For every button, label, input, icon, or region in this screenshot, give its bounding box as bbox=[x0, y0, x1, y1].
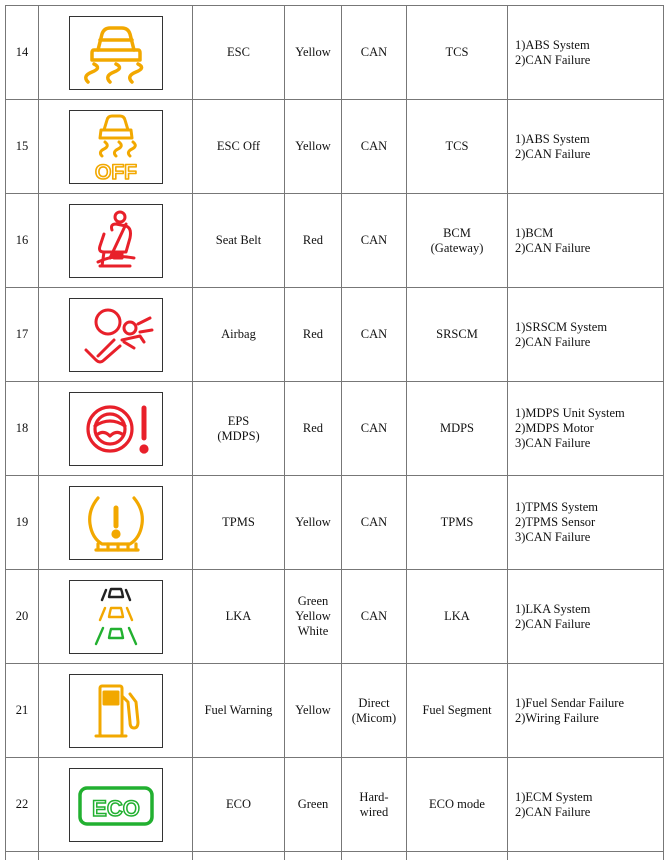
input-type bbox=[342, 664, 407, 758]
lamp-color bbox=[285, 288, 342, 382]
lamp-name bbox=[193, 382, 285, 476]
input-type bbox=[342, 100, 407, 194]
failure-cause-line: 1)BCM bbox=[515, 226, 661, 241]
airbag-icon bbox=[69, 298, 163, 372]
steering-warning-icon bbox=[69, 392, 163, 466]
icon-cell bbox=[39, 382, 193, 476]
input-type bbox=[342, 382, 407, 476]
failure-cause-line: 2)CAN Failure bbox=[515, 53, 661, 68]
lamp-color bbox=[285, 570, 342, 664]
table-row bbox=[6, 758, 664, 852]
control-module bbox=[407, 758, 508, 852]
lamp-color-line: Yellow bbox=[287, 515, 339, 530]
failure-causes bbox=[508, 100, 664, 194]
control-module-line: SRSCM bbox=[409, 327, 505, 342]
lamp-name-line: LKA bbox=[195, 609, 282, 624]
failure-cause-line: 2)CAN Failure bbox=[515, 241, 661, 256]
failure-cause-line: 2)CAN Failure bbox=[515, 617, 661, 632]
input-type bbox=[342, 288, 407, 382]
control-module bbox=[407, 194, 508, 288]
row-number: 17 bbox=[6, 288, 39, 382]
row-number: 15 bbox=[6, 100, 39, 194]
lamp-color-line: Red bbox=[287, 421, 339, 436]
lane-keeping-icon bbox=[69, 580, 163, 654]
esc-skid-icon bbox=[69, 16, 163, 90]
lamp-color-line: Yellow bbox=[287, 139, 339, 154]
failure-cause-line: 1)ABS System bbox=[515, 132, 661, 147]
row-number: 21 bbox=[6, 664, 39, 758]
lamp-color bbox=[285, 758, 342, 852]
lamp-color-line: Green bbox=[287, 797, 339, 812]
failure-causes bbox=[508, 476, 664, 570]
lamp-name-line: Fuel Warning bbox=[195, 703, 282, 718]
warning-lamp-table bbox=[5, 5, 664, 860]
control-module-line: TCS bbox=[409, 139, 505, 154]
row-number: 19 bbox=[6, 476, 39, 570]
control-module bbox=[407, 6, 508, 100]
lamp-name bbox=[193, 476, 285, 570]
input-type-line: CAN bbox=[344, 421, 404, 436]
failure-cause-line: 2)Wiring Failure bbox=[515, 711, 661, 726]
failure-causes bbox=[508, 758, 664, 852]
row-number: 18 bbox=[6, 382, 39, 476]
lamp-name-line: (MDPS) bbox=[195, 429, 282, 444]
table-row bbox=[6, 6, 664, 100]
input-type-line: CAN bbox=[344, 327, 404, 342]
failure-cause-line: 1)ABS System bbox=[515, 38, 661, 53]
input-type-line: wired bbox=[344, 805, 404, 820]
lamp-name bbox=[193, 570, 285, 664]
lamp-name bbox=[193, 664, 285, 758]
lamp-color bbox=[285, 100, 342, 194]
input-type bbox=[342, 758, 407, 852]
lamp-name-line: ESC Off bbox=[195, 139, 282, 154]
lamp-name bbox=[193, 758, 285, 852]
control-module-line: ECO mode bbox=[409, 797, 505, 812]
lamp-name-line: Seat Belt bbox=[195, 233, 282, 248]
input-type-line: CAN bbox=[344, 233, 404, 248]
input-type bbox=[342, 476, 407, 570]
lamp-color bbox=[285, 6, 342, 100]
lamp-name-line: TPMS bbox=[195, 515, 282, 530]
lamp-name bbox=[193, 6, 285, 100]
row-number: 22 bbox=[6, 758, 39, 852]
fuel-pump-icon bbox=[69, 674, 163, 748]
lamp-color-line: Red bbox=[287, 233, 339, 248]
input-type bbox=[342, 194, 407, 288]
lamp-color bbox=[285, 382, 342, 476]
icon-cell bbox=[39, 570, 193, 664]
failure-cause-line: 2)CAN Failure bbox=[515, 147, 661, 162]
failure-cause-line: 1)SRSCM System bbox=[515, 320, 661, 335]
failure-causes bbox=[508, 288, 664, 382]
lamp-color-line: Red bbox=[287, 327, 339, 342]
icon-cell bbox=[39, 476, 193, 570]
failure-causes bbox=[508, 664, 664, 758]
lamp-color-line: Yellow bbox=[287, 703, 339, 718]
svg-text:OFF: OFF bbox=[95, 161, 137, 182]
lamp-color bbox=[285, 664, 342, 758]
row-number: 14 bbox=[6, 6, 39, 100]
seat-belt-icon bbox=[69, 204, 163, 278]
table-row bbox=[6, 476, 664, 570]
control-module-line: BCM bbox=[409, 226, 505, 241]
failure-cause-line: 3)CAN Failure bbox=[515, 530, 661, 545]
failure-cause-line: 1)MDPS Unit System bbox=[515, 406, 661, 421]
lamp-name bbox=[193, 288, 285, 382]
control-module-line: LKA bbox=[409, 609, 505, 624]
table-row bbox=[6, 100, 664, 194]
icon-cell bbox=[39, 664, 193, 758]
failure-causes bbox=[508, 194, 664, 288]
control-module bbox=[407, 664, 508, 758]
lamp-color-line: Yellow bbox=[287, 45, 339, 60]
control-module bbox=[407, 288, 508, 382]
svg-text:ECO: ECO bbox=[92, 796, 140, 821]
icon-cell bbox=[39, 758, 193, 852]
control-module bbox=[407, 570, 508, 664]
input-type-line: (Micom) bbox=[344, 711, 404, 726]
lamp-name bbox=[193, 100, 285, 194]
control-module-line: Fuel Segment bbox=[409, 703, 505, 718]
failure-cause-line: 1)LKA System bbox=[515, 602, 661, 617]
table-row bbox=[6, 664, 664, 758]
input-type-line: CAN bbox=[344, 45, 404, 60]
control-module bbox=[407, 476, 508, 570]
lamp-color-line: White bbox=[287, 624, 339, 639]
failure-causes bbox=[508, 570, 664, 664]
input-type-line: CAN bbox=[344, 609, 404, 624]
failure-cause-line: 2)CAN Failure bbox=[515, 335, 661, 350]
input-type bbox=[342, 6, 407, 100]
lamp-name-line: ESC bbox=[195, 45, 282, 60]
lamp-color bbox=[285, 476, 342, 570]
eco-icon bbox=[69, 768, 163, 842]
lamp-color-line: Green bbox=[287, 594, 339, 609]
failure-cause-line: 3)CAN Failure bbox=[515, 436, 661, 451]
lamp-name-line: Airbag bbox=[195, 327, 282, 342]
row-number: 16 bbox=[6, 194, 39, 288]
lamp-name bbox=[193, 194, 285, 288]
lamp-name-line: EPS bbox=[195, 414, 282, 429]
failure-cause-line: 1)Fuel Sendar Failure bbox=[515, 696, 661, 711]
failure-cause-line: 1)TPMS System bbox=[515, 500, 661, 515]
lamp-color bbox=[285, 194, 342, 288]
failure-cause-line: 2)MDPS Motor bbox=[515, 421, 661, 436]
row-number: 20 bbox=[6, 570, 39, 664]
control-module-line: TCS bbox=[409, 45, 505, 60]
failure-causes bbox=[508, 382, 664, 476]
control-module-line: MDPS bbox=[409, 421, 505, 436]
input-type-line: Direct bbox=[344, 696, 404, 711]
input-type-line: CAN bbox=[344, 515, 404, 530]
icon-cell bbox=[39, 288, 193, 382]
input-type-line: Hard- bbox=[344, 790, 404, 805]
failure-cause-line: 2)TPMS Sensor bbox=[515, 515, 661, 530]
table-row bbox=[6, 194, 664, 288]
failure-cause-line: 2)CAN Failure bbox=[515, 805, 661, 820]
icon-cell bbox=[39, 100, 193, 194]
table-row bbox=[6, 382, 664, 476]
table-row bbox=[6, 570, 664, 664]
esc-off-icon bbox=[69, 110, 163, 184]
control-module-line: (Gateway) bbox=[409, 241, 505, 256]
control-module bbox=[407, 100, 508, 194]
lamp-color-line: Yellow bbox=[287, 609, 339, 624]
control-module bbox=[407, 382, 508, 476]
input-type-line: CAN bbox=[344, 139, 404, 154]
lamp-name-line: ECO bbox=[195, 797, 282, 812]
failure-causes bbox=[508, 6, 664, 100]
icon-cell bbox=[39, 194, 193, 288]
table-row bbox=[6, 288, 664, 382]
icon-cell bbox=[39, 6, 193, 100]
control-module-line: TPMS bbox=[409, 515, 505, 530]
failure-cause-line: 1)ECM System bbox=[515, 790, 661, 805]
input-type bbox=[342, 570, 407, 664]
tire-pressure-icon bbox=[69, 486, 163, 560]
